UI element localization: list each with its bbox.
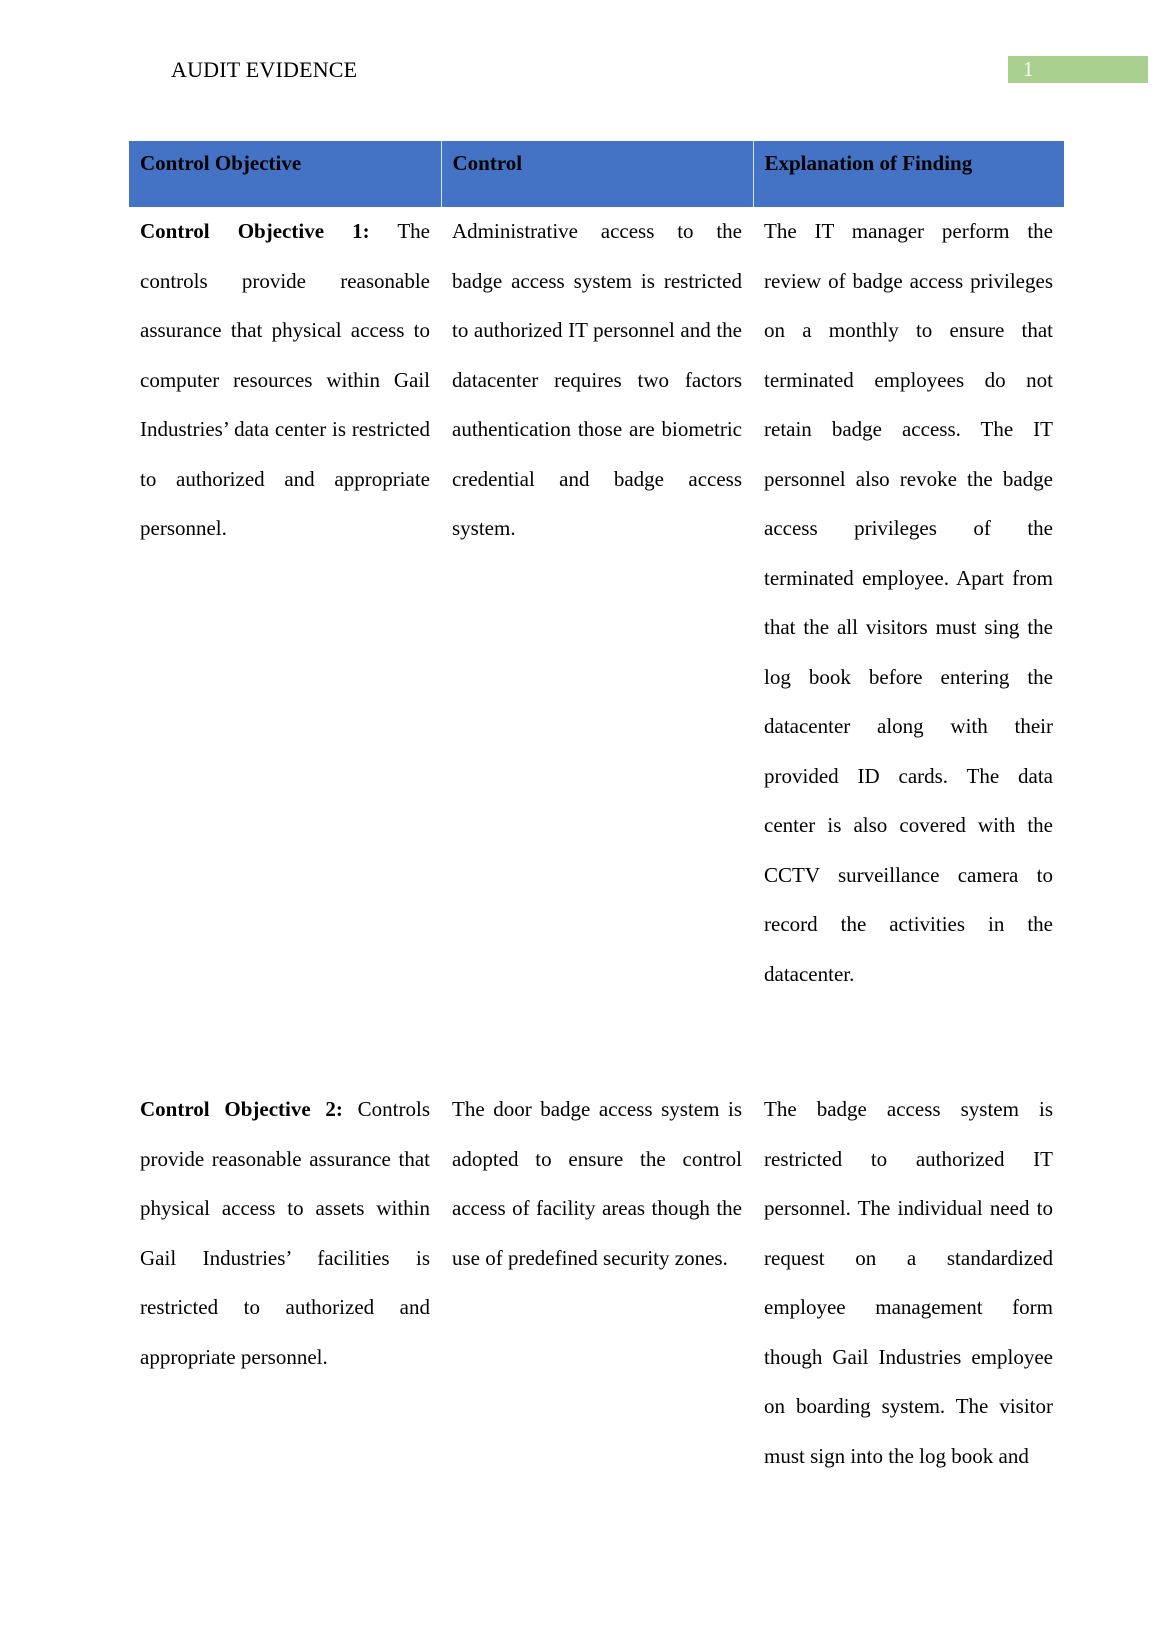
control-objective-label: Control Objective 1: [140,219,370,243]
column-header-explanation-of-finding: Explanation of Finding [753,141,1064,207]
control-objective-cell [129,999,441,1481]
control-objective-text: Controls provide reasonable assurance that physical access to assets within Gail Industries’ facilities is restricted to authorized and appropriate personnel. [140,1097,430,1369]
table-header-row [129,141,1064,207]
column-header-control: Control [441,141,753,207]
finding-cell: The badge access system is restricted to authorized IT personnel. The individual need to request on a standardized employee management form though Gail Industries employee on boarding system. The visitor must sign into the log book and [764,1097,1053,1468]
control-objective-text: The controls provide reasonable assurance that physical access to computer resources within Gail Industries’ data center is restricted to authorized and appropriate personnel. [140,219,430,540]
audit-evidence-table [129,141,1064,1481]
column-header-control-objective: Control Objective [129,141,441,207]
table-row [129,207,1064,999]
control-cell: The door badge access system is adopted to ensure the control access of facility areas though the use of predefined security zones. [452,1097,742,1270]
control-objective-label: Control Objective 2: [140,1097,343,1121]
table-row [129,999,1064,1481]
running-head-title: AUDIT EVIDENCE [171,57,358,82]
table-header [129,141,1064,207]
control-cell: Administrative access to the badge access system is restricted to authorized IT personnel and the datacenter requires two factors authentication those are biometric credential and badge access system. [452,219,742,540]
control-objective-cell [129,207,441,999]
page-number: 1 [1008,56,1148,83]
finding-cell: The IT manager perform the review of badge access privileges on a monthly to ensure that terminated employees do not retain badge access. The IT personnel also revoke the badge access privileges of the terminated employee. Apart from that the all visitors must sing the log book before entering the datacenter along with their provided ID cards. The data center is also covered with the CCTV surveillance camera to record the activities in the datacenter. [764,219,1053,986]
